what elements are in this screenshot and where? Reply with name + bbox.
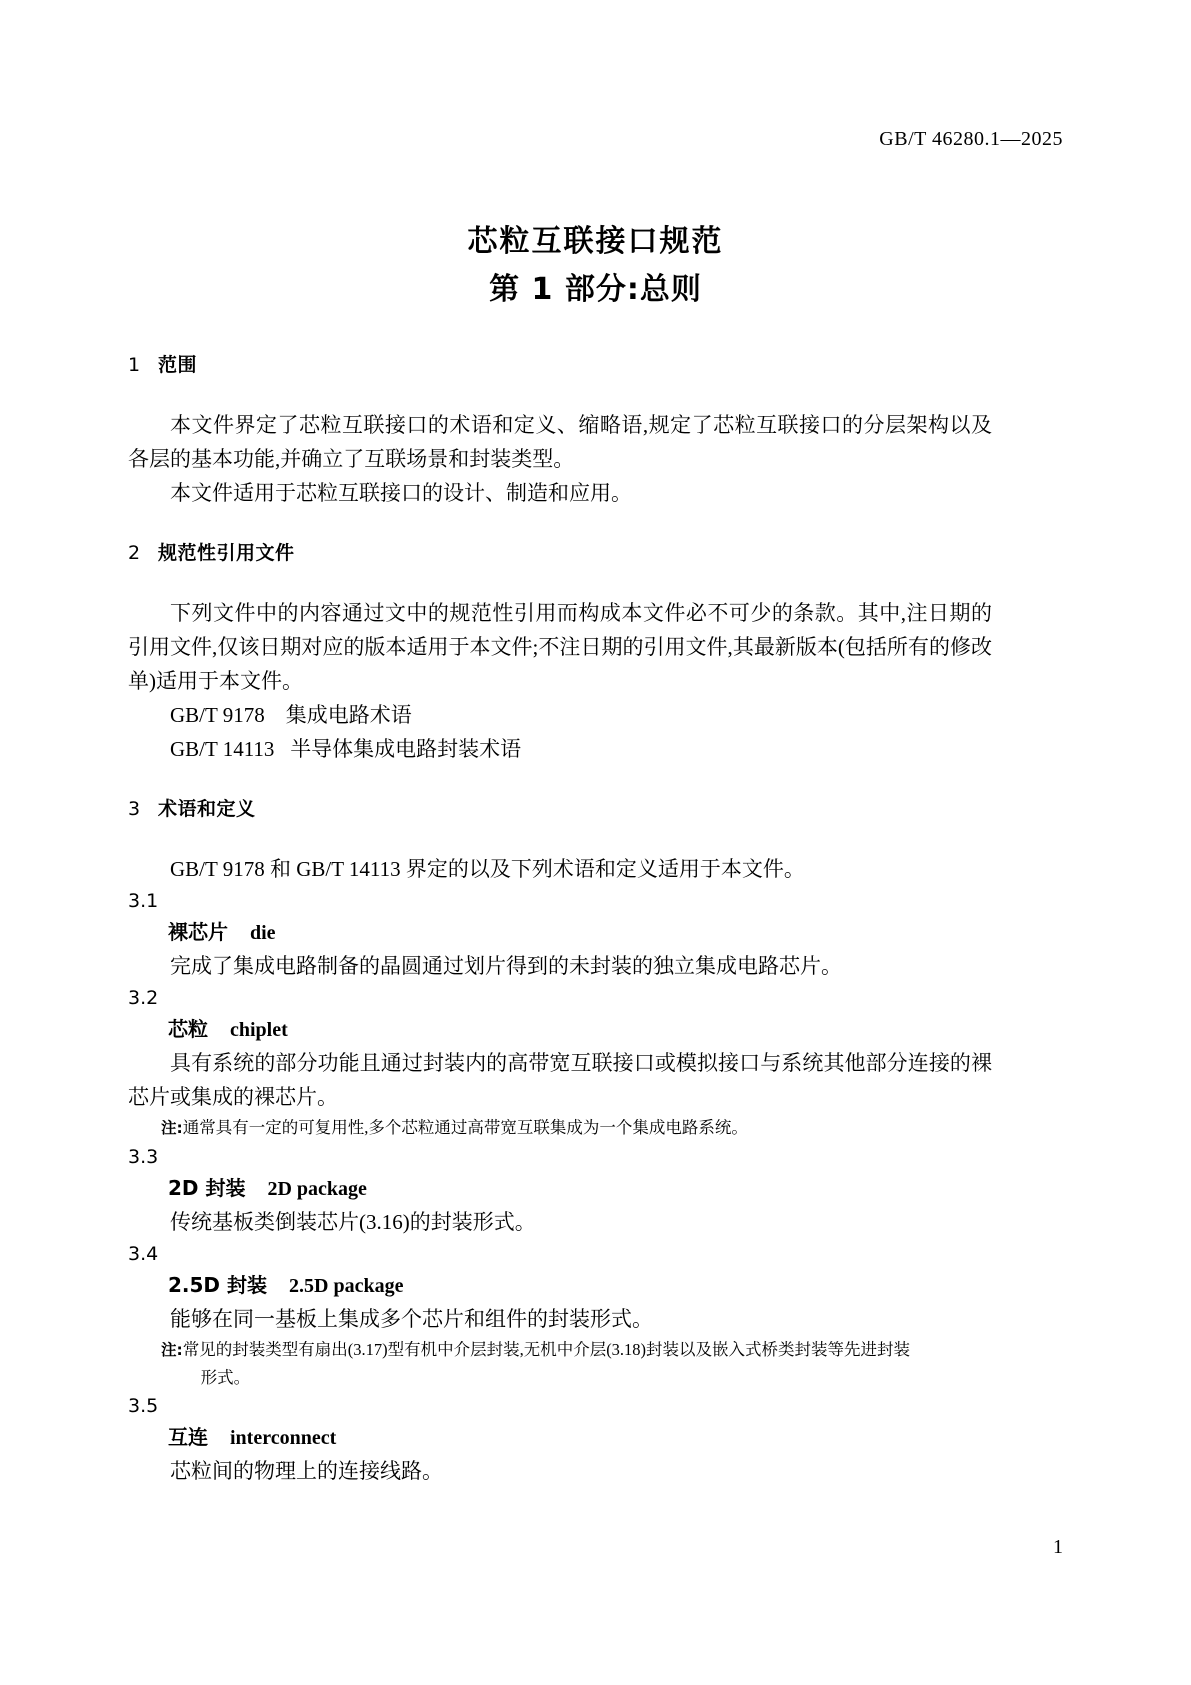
term-entry-3-4 (128, 1269, 992, 1302)
note-label: 注: (161, 1119, 183, 1137)
clause-heading-3 (128, 796, 992, 822)
term-zh-3-3: 2D 封装 (168, 1176, 246, 1200)
term-entry-3-5 (128, 1421, 992, 1454)
term-number-3-2: 3.2 (128, 987, 159, 1009)
clause-title-2: 规范性引用文件 (158, 542, 295, 564)
term-note-3-4-continued: 形式。 (200, 1368, 251, 1387)
clause-1-paragraph-2: 本文件适用于芯粒互联接口的设计、制造和应用。 (170, 481, 632, 505)
clause-heading-1 (128, 352, 992, 378)
reference-title: 半导体集成电路封装术语 (290, 737, 522, 761)
title-line-1: 芯粒互联接口规范 (467, 224, 724, 259)
note-text: 常见的封装类型有扇出(3.17)型有机中介层封装,无机中介层(3.18)封装以及嵌入式桥类封装等先进封装 (182, 1340, 911, 1359)
term-en-3-5: interconnect (230, 1427, 337, 1449)
term-number-3-3: 3.3 (128, 1146, 159, 1168)
term-note-3-4 (128, 1336, 992, 1364)
document-body (128, 352, 992, 1488)
clause-title-1: 范围 (158, 354, 198, 376)
term-en-3-3: 2D package (267, 1178, 367, 1200)
clause-number-1: 1 (128, 354, 141, 376)
term-definition-3-3: 传统基板类倒装芯片(3.16)的封装形式。 (170, 1210, 536, 1234)
running-header (128, 128, 1063, 154)
term-en-3-4: 2.5D package (289, 1275, 404, 1297)
clause-heading-2 (128, 540, 992, 566)
note-label: 注: (161, 1341, 183, 1359)
clause-title-3: 术语和定义 (158, 798, 256, 820)
term-note-3-2 (128, 1114, 992, 1142)
term-definition-3-1: 完成了集成电路制备的晶圆通过划片得到的未封装的独立集成电路芯片。 (170, 954, 842, 978)
term-number-3-1: 3.1 (128, 890, 159, 912)
term-number-3-5: 3.5 (128, 1395, 159, 1417)
normative-reference-list (128, 698, 992, 766)
reference-item (128, 732, 992, 766)
reference-title: 集成电路术语 (285, 703, 412, 727)
term-entry-3-3 (128, 1172, 992, 1205)
reference-id: GB/T 9178 (170, 703, 265, 727)
term-zh-3-2: 芯粒 (168, 1017, 208, 1041)
clause-2-paragraph-1: 下列文件中的内容通过文中的规范性引用而构成本文件必不可少的条款。其中,注日期的引用文件,仅该日期对应的版本适用于本文件;不注日期的引用文件,其最新版本(包括所有的修改单)适用于本文件。 (128, 601, 992, 693)
term-en-3-2: chiplet (230, 1019, 288, 1041)
term-number-3-4: 3.4 (128, 1243, 159, 1265)
page-number: 1 (1053, 1536, 1063, 1558)
term-entry-3-1 (128, 916, 992, 949)
term-zh-3-1: 裸芯片 (168, 920, 228, 944)
term-en-3-1: die (250, 922, 276, 944)
term-definition-3-2: 具有系统的部分功能且通过封装内的高带宽互联接口或模拟接口与系统其他部分连接的裸芯片或集成的裸芯片。 (128, 1051, 992, 1109)
title-line-2: 第 1 部分:总则 (489, 272, 702, 307)
reference-item (128, 698, 992, 732)
note-text: 通常具有一定的可复用性,多个芯粒通过高带宽互联集成为一个集成电路系统。 (182, 1118, 748, 1137)
term-zh-3-4: 2.5D 封装 (168, 1273, 267, 1297)
standard-number: GB/T 46280.1—2025 (879, 128, 1063, 150)
clause-3-paragraph-1: GB/T 9178 和 GB/T 14113 界定的以及下列术语和定义适用于本文件。 (170, 857, 805, 881)
term-definition-3-4: 能够在同一基板上集成多个芯片和组件的封装形式。 (170, 1307, 653, 1331)
document-title (0, 218, 1191, 314)
term-definition-3-5: 芯粒间的物理上的连接线路。 (170, 1459, 443, 1483)
reference-id: GB/T 14113 (170, 737, 275, 761)
clause-number-3: 3 (128, 798, 141, 820)
clause-number-2: 2 (128, 542, 141, 564)
clause-1-paragraph-1: 本文件界定了芯粒互联接口的术语和定义、缩略语,规定了芯粒互联接口的分层架构以及各层的基本功能,并确立了互联场景和封装类型。 (128, 413, 992, 471)
term-zh-3-5: 互连 (168, 1425, 208, 1449)
term-entry-3-2 (128, 1013, 992, 1046)
